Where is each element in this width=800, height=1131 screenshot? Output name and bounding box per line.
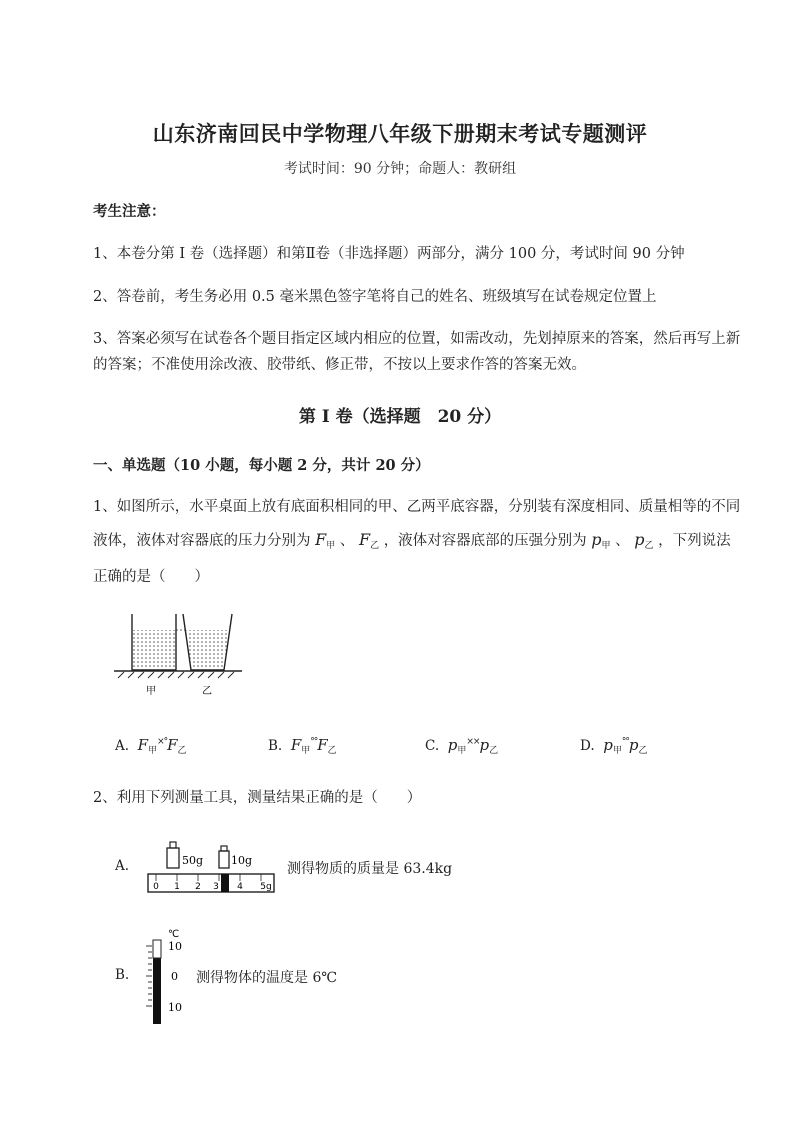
notice-heading: 考生注意： — [93, 203, 166, 220]
q1-p-jia: $p_甲$ — [591, 530, 611, 551]
weight-50g — [167, 848, 179, 868]
svg-text:2: 2 — [195, 882, 201, 892]
balance-figure — [146, 836, 280, 896]
page-title: 山东济南回民中学物理八年级下册期末考试专题测评 — [152, 121, 648, 146]
q1-option-a[interactable]: A. $F_甲^{\times^\circ}F_乙$ — [115, 736, 187, 756]
liquid-yi — [186, 630, 229, 670]
weight-10g — [219, 851, 229, 868]
svg-text:3: 3 — [213, 882, 219, 892]
q1-F-yi: $F_乙$ — [358, 530, 380, 551]
svg-text:10: 10 — [168, 940, 182, 953]
svg-text:4: 4 — [237, 882, 243, 892]
label-yi: 乙 — [202, 686, 212, 697]
q1-option-b[interactable]: B. $F_甲^{^\circ^\circ}F_乙$ — [268, 736, 337, 756]
q1-container-figure — [108, 612, 248, 700]
q2-option-a[interactable]: A. — [115, 858, 130, 874]
section-title: 第 I 卷（选择题 20 分） — [298, 407, 502, 427]
svg-text:5g: 5g — [260, 882, 272, 892]
thermometer-figure — [140, 926, 192, 1028]
q1-line2: 液体，液体对容器底的压力分别为 $F_甲$ 、 $F_乙$ ，液体对容器底部的压强分别为 $p_甲$ 、 $p_乙$ ，下列说法 — [93, 530, 731, 551]
svg-text:0: 0 — [153, 882, 159, 892]
part-heading: 一、单选题（10 小题，每小题 2 分，共计 20 分） — [93, 457, 430, 474]
q2-option-b-text: 测得物体的温度是 6℃ — [196, 970, 338, 986]
q1-text-c: ，下列说法 — [658, 533, 731, 549]
rider — [221, 874, 229, 892]
q2-stem: 2、利用下列测量工具，测量结果正确的是（ ） — [93, 790, 422, 806]
svg-text:0: 0 — [171, 970, 178, 983]
notice-item-3-cont: 的答案；不准使用涂改液、胶带纸、修正带，不按以上要求作答的答案无效。 — [93, 357, 586, 373]
exam-info: 考试时间：90 分钟；命题人：教研组 — [283, 161, 517, 177]
label-jia: 甲 — [146, 686, 156, 697]
q1-option-c[interactable]: C. $p_甲^{\times\times}p_乙$ — [425, 736, 499, 756]
q1-line1: 1、如图所示，水平桌面上放有底面积相同的甲、乙两平底容器，分别装有深度相同、质量相等的不同 — [93, 499, 741, 515]
notice-item-1: 1、本卷分第 I 卷（选择题）和第Ⅱ卷（非选择题）两部分，满分 100 分，考试时间 90 分钟 — [93, 246, 685, 262]
notice-item-2: 2、答卷前，考生务必用 0.5 毫米黑色签字笔将自己的姓名、班级填写在试卷规定位置上 — [93, 289, 657, 305]
q2-option-b[interactable]: B. — [115, 967, 130, 983]
svg-text:10: 10 — [168, 1001, 182, 1014]
beam-scale — [148, 874, 274, 892]
svg-text:℃: ℃ — [168, 929, 180, 940]
q1-text-a: 液体，液体对容器底的压力分别为 — [93, 533, 311, 549]
svg-text:1: 1 — [174, 882, 180, 892]
q1-line3: 正确的是（ ） — [93, 569, 209, 585]
q1-text-b: ，液体对容器底部的压强分别为 — [383, 533, 587, 549]
svg-text:10g: 10g — [231, 854, 253, 867]
notice-item-3: 3、答案必须写在试卷各个题目指定区域内相应的位置，如需改动，先划掉原来的答案，然后再写上新 — [93, 331, 741, 347]
q1-F-jia: $F_甲$ — [315, 530, 336, 551]
liquid-jia — [132, 630, 176, 670]
svg-text:50g: 50g — [182, 854, 204, 867]
q1-option-d[interactable]: D. $p_甲^{^\circ^\circ}p_乙$ — [580, 736, 648, 756]
q1-p-yi: $p_乙$ — [634, 530, 654, 551]
q2-option-a-text: 测得物质的质量是 63.4kg — [287, 861, 453, 877]
